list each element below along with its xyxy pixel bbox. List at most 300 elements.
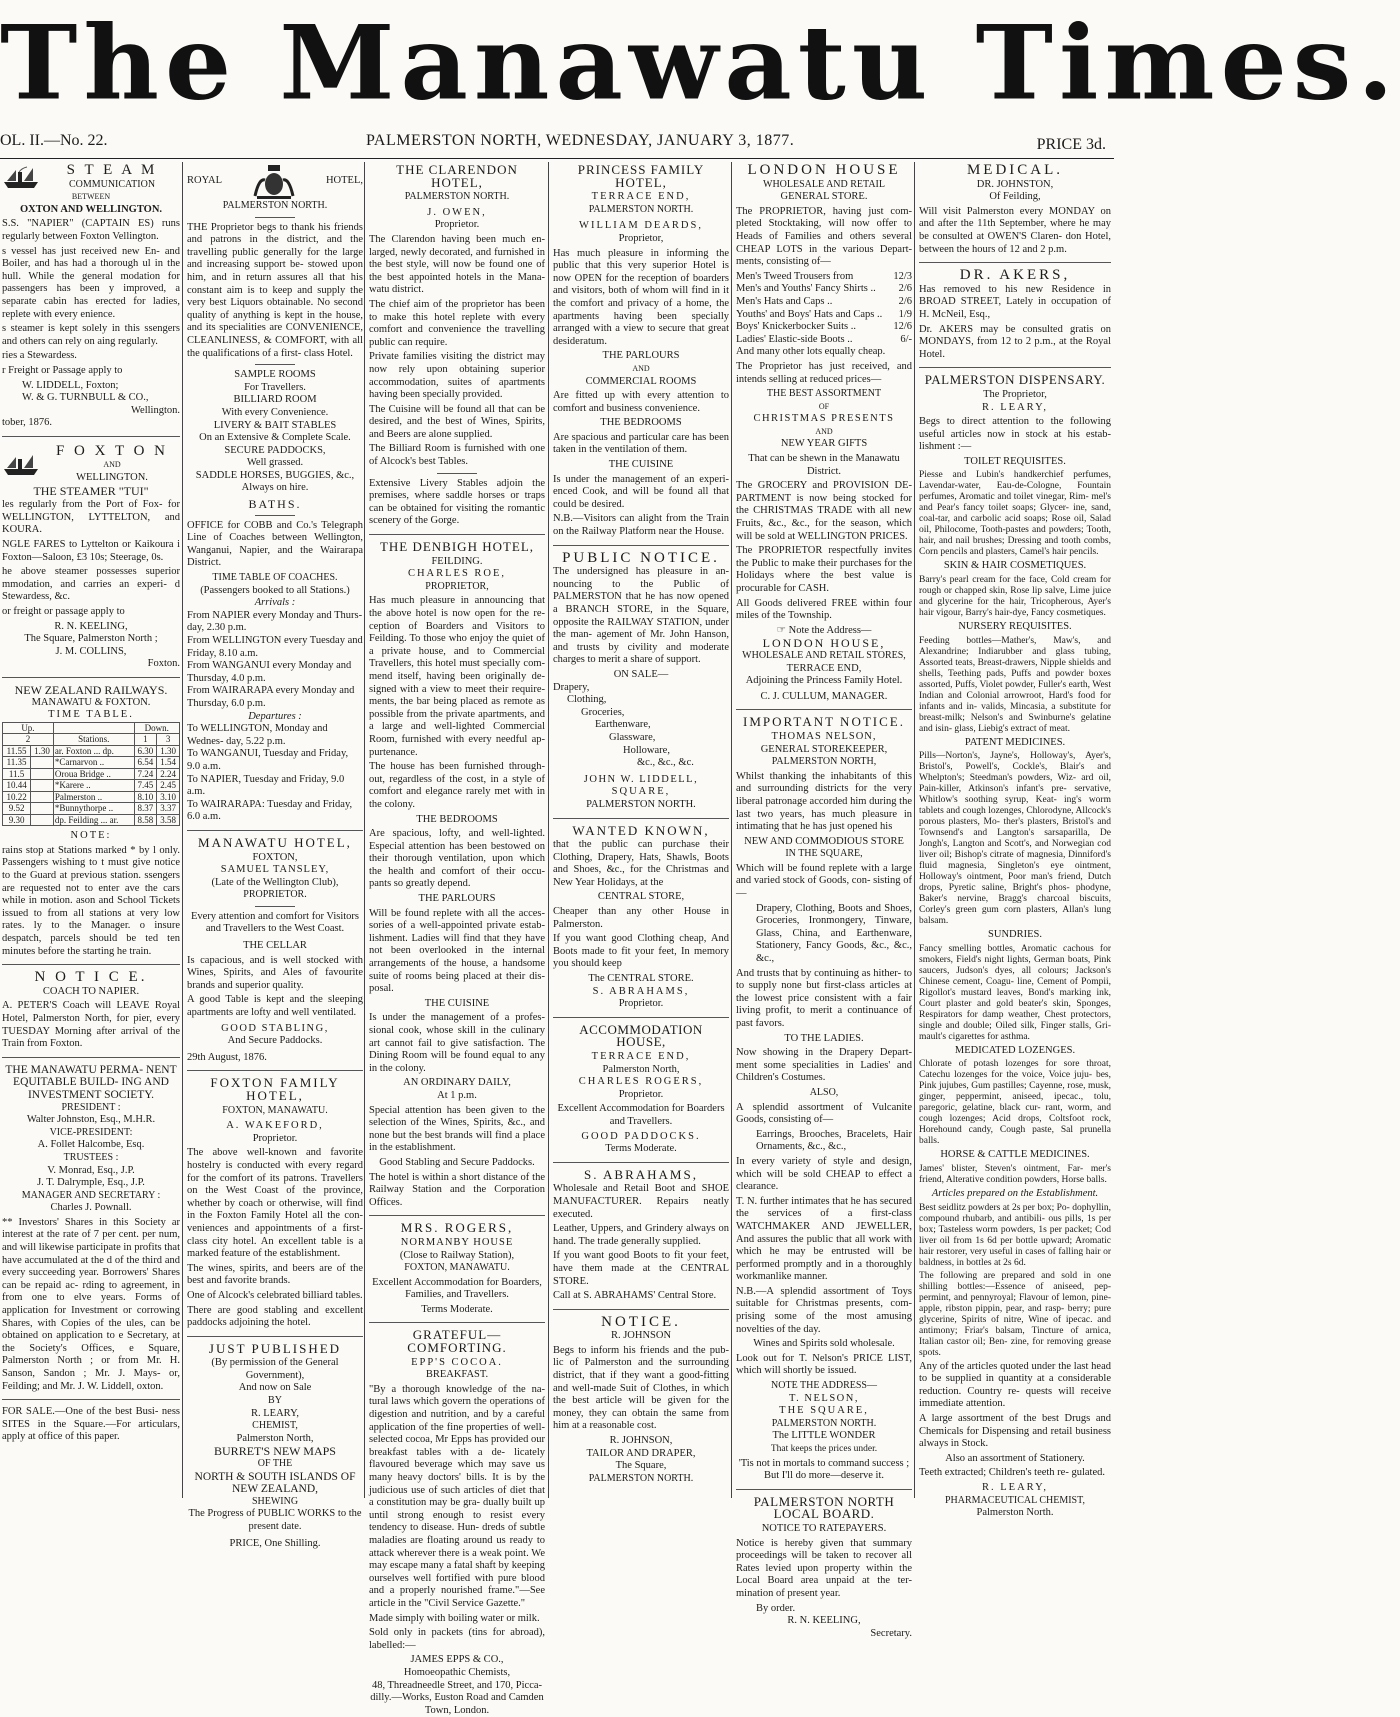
railway-note-heading: NOTE: [2, 830, 180, 843]
steam-ad [2, 162, 180, 430]
notice-title: N O T I C E. [2, 971, 180, 984]
tui-agent: J. M. COLLINS, [2, 646, 180, 659]
tt-cell: 1.30 [157, 745, 180, 757]
tt-cell: 8.37 [134, 803, 157, 815]
tt-station: ar. Foxton ... dp. [53, 745, 134, 757]
london-house-text: The Proprietor has just received, and intends selling at reduced prices— [736, 361, 912, 386]
epps-company: JAMES EPPS & CO., [369, 1654, 545, 1667]
princess-heading: THE BEDROOMS [553, 417, 729, 430]
divider [2, 1057, 180, 1058]
epps-breakfast: BREAKFAST. [369, 1369, 545, 1382]
dispensary-ad [919, 374, 1111, 1519]
price-item: Men's and Youths' Fancy Shirts .. [736, 283, 876, 296]
medical-of: Of Feilding, [919, 191, 1111, 204]
nelson-address: That keeps the prices under. [736, 1443, 912, 1456]
royal-baths: BATHS. [187, 498, 363, 511]
johnson-sign: The Square, [553, 1460, 729, 1473]
society-president-label: PRESIDENT : [2, 1102, 180, 1115]
short-rule [255, 515, 295, 516]
manawatu-hotel-late: (Late of the Wellington Club), [187, 877, 363, 890]
abrahams-text: Wholesale and Retail Boot and SHOE MANUFACTURER. Repairs neatly executed. [553, 1183, 729, 1221]
manawatu-hotel-place: FOXTON, [187, 852, 363, 865]
railway-timetable [2, 722, 180, 827]
tt-station: Oroua Bridge .. [53, 768, 134, 780]
important-notice-title: IMPORTANT NOTICE. [736, 716, 912, 729]
divider [187, 830, 363, 831]
accommodation-title: ACCOMMODATION HOUSE, [553, 1024, 729, 1049]
denbigh-place: FEILDING. [369, 556, 545, 569]
local-board-text: Notice is hereby given that summary proceedings will be taken to recover all Rates levied upon property within the Local Board area unpaid at the ter- mination of present year. [736, 1538, 912, 1601]
abrahams-title: S. ABRAHAMS, [553, 1169, 729, 1182]
tt-cell: 10.22 [3, 791, 31, 803]
clarendon-proprietor: J. OWEN, [369, 207, 545, 220]
society-trustees-label: TRUSTEES : [2, 1152, 180, 1165]
tt-cell: 8.10 [134, 791, 157, 803]
just-published-subtitle: (By permission of the General Government), [187, 1357, 363, 1382]
price-value: 6/- [900, 334, 912, 347]
london-house-ad [736, 164, 912, 703]
railway-timetable-title: TIME TABLE. [2, 709, 180, 722]
royal-hotel-place: PALMERSTON NORTH. [187, 200, 363, 213]
epps-line: Homoeopathic Chemists, [369, 1667, 545, 1680]
price-row [736, 271, 912, 284]
publish-line: BURRET'S NEW MAPS [187, 1445, 363, 1458]
local-board-secretary: Secretary. [736, 1628, 912, 1641]
dispensary-heading: PATENT MEDICINES. [919, 737, 1111, 750]
tt-cell: 1.54 [157, 757, 180, 769]
london-house-text: That can be shewn in the Manawatu District. [736, 453, 912, 478]
nelson-text: Drapery, Clothing, Boots and Shoes, Groceries, Ironmongery, Tinware, Glass, China, and Earthenware, Stationery, Fancy Goods, &c., &c., &c., [736, 903, 912, 966]
johnson-sign: TAILOR AND DRAPER, [553, 1448, 729, 1461]
dispensary-text: Barry's pearl cream for the face, Cold cream for rough or chapped skin, Rose lip salve, Lime juice and glycerine for the hair, Tricopherous, Ayer's hair vigour, Barry's hair-dye, Fancy cosmetiques. [919, 575, 1111, 619]
short-rule [437, 473, 477, 474]
wanted-known-text: The CENTRAL STORE. [553, 973, 729, 986]
tt-cell: 8.58 [134, 814, 157, 826]
tui-agent: R. N. KEELING, [2, 621, 180, 634]
steam-text: s steamer is kept solely in this ssengers and others can rely on aing regularly. [2, 323, 180, 348]
london-house-text: The PROPRIETOR, having just com- pleted Stocktaking, will now offer to Heads of Families and others several CHEAP LOTS in the various Depart- ments, consisting of— [736, 206, 912, 269]
accommodation-prop-label: Proprietor. [553, 1089, 729, 1102]
local-board-title: PALMERSTON NORTH LOCAL BOARD. [736, 1496, 912, 1521]
price-row [736, 296, 912, 309]
tt-cell: 6.54 [134, 757, 157, 769]
building-society-ad [2, 1064, 180, 1393]
divider [369, 1322, 545, 1323]
foxton-family-hotel-ad [187, 1077, 363, 1329]
accommodation-place: Palmerston North, [553, 1064, 729, 1077]
london-house-xmas: CHRISTMAS PRESENTS [736, 413, 912, 426]
divider [2, 677, 180, 678]
publish-line: Palmerston North, [187, 1433, 363, 1446]
johnson-sign: PALMERSTON NORTH. [553, 1473, 729, 1486]
london-house-store: GENERAL STORE. [736, 191, 912, 204]
tt-col: 3 [157, 734, 180, 746]
accommodation-text: Excellent Accommodation for Boarders and Travellers. [553, 1103, 729, 1128]
column-5 [731, 162, 916, 1498]
table-row [3, 791, 180, 803]
dispensary-heading: MEDICATED LOZENGES. [919, 1045, 1111, 1058]
wanted-known-title: WANTED KNOWN, [553, 825, 729, 838]
notice-subtitle: COACH TO NAPIER. [2, 986, 180, 999]
london-house-and: AND [736, 426, 912, 439]
nelson-note: NOTE THE ADDRESS— [736, 1380, 912, 1393]
divider [919, 262, 1111, 263]
manawatu-hotel-prop-label: PROPRIETOR. [187, 889, 363, 902]
denbigh-heading: THE BEDROOMS [369, 814, 545, 827]
nelson-heading: NEW AND COMMODIOUS STORE [736, 836, 912, 849]
princess-heading: COMMERCIAL ROOMS [553, 376, 729, 389]
accommodation-proprietor: CHARLES ROGERS, [553, 1076, 729, 1089]
pointing-hand-icon: ☞ [777, 625, 789, 636]
wanted-known-text: that the public can purchase their Clothing, Drapery, Hats, Shawls, Boots and Shoes, &c., for the Christmas and New Year Holidays, at the [553, 839, 729, 889]
princess-text: N.B.—Visitors can alight from the Train on the Railway Platform near the House. [553, 513, 729, 538]
divider [736, 709, 912, 710]
royal-line: LIVERY & BAIT STABLES [187, 420, 363, 433]
price-row [736, 309, 912, 322]
manawatu-hotel-text: A good Table is kept and the sleeping apartments are lofty and well ventilated. [187, 994, 363, 1019]
dispensary-sign: PHARMACEUTICAL CHEMIST, [919, 1495, 1111, 1508]
divider [553, 818, 729, 819]
local-board-notice [736, 1496, 912, 1641]
sale-item: &c., &c., &c. [553, 757, 729, 770]
dispensary-text: Chlorate of potash lozenges for sore throat, Catechu lozenges for the voice, Voice juju- bes, Pink jujubes, Gum pastilles; Cayenne, rose, musk, ginger, peppermint, aniseed, ipecac., tolu, paregoric, gelatine, black cur- rant, worm, and cough lozenges; Acid drops, Coltsfoot rock, Horehound candy, Cough paste, Sal prunella balls. [919, 1059, 1111, 1147]
coach-timetable-subtitle: (Passengers booked to all Stations.) [187, 585, 363, 598]
dispensary-text: Also an assortment of Stationery. [919, 1453, 1111, 1466]
public-notice-title: PUBLIC NOTICE. [553, 552, 729, 565]
price: PRICE 3d. [1037, 136, 1106, 154]
steam-agent: W. & G. TURNBULL & CO., [2, 392, 180, 405]
dispensary-text: Best seidlitz powders at 2s per box; Po- dophyllin, compound rhubarb, and antibili- ous pills, 1s per box; Tasteless worm powders, 1s per packet; Cod liver oil from 1s 6d per bottle upward; Aromatic hair restorer, very useful in cases of falling hair or baldness, in bottles at 2s 6d. [919, 1203, 1111, 1269]
steam-date: tober, 1876. [2, 417, 180, 430]
dispensary-text: James' blister, Steven's ointment, Far- mer's friend, Alterative condition powders, Horse balls. [919, 1164, 1111, 1186]
foxton-hotel-place: FOXTON, MANAWATU. [187, 1105, 363, 1118]
clarendon-text: The chief aim of the proprietor has been to make this hotel replete with every comfort and convenience the travelling public can require. [369, 299, 545, 349]
london-house-heading: THE BEST ASSORTMENT [736, 388, 912, 401]
wanted-known-name: S. ABRAHAMS, [553, 986, 729, 999]
arrival-line: From WELLINGTON every Tuesday and Friday, 8.10 a.m. [187, 635, 363, 660]
dispensary-name: R. LEARY, [919, 402, 1111, 415]
denbigh-heading: AN ORDINARY DAILY, [369, 1077, 545, 1090]
tt-cell [31, 814, 54, 826]
railway-title: NEW ZEALAND RAILWAYS. [2, 684, 180, 697]
divider [919, 367, 1111, 368]
rogers-place: FOXTON, MANAWATU. [369, 1262, 545, 1275]
tt-cell [31, 791, 54, 803]
princess-place: TERRACE END, [553, 191, 729, 204]
price-value: 12/3 [893, 271, 912, 284]
nelson-text: Earrings, Brooches, Bracelets, Hair Ornaments, &c., &c., [736, 1129, 912, 1154]
tui-steamer: THE STEAMER "TUI" [2, 485, 180, 498]
sale-item: Earthenware, [553, 719, 729, 732]
railway-subtitle: MANAWATU & FOXTON. [2, 697, 180, 710]
royal-hotel-title-right: HOTEL, [326, 175, 363, 188]
dispensary-text: The following are prepared and sold in one shilling bottles:—Essence of aniseed, pep- permint, and pennyroyal; Flavour of lemon, pine-apple, ribston pippin, pear, and rasp- berry; pure glycerine, Spirits of nitre, Wine of ipecac. and antimony; Friar's balsam, Tincture of arnica, Italian castor oil; Ben- zine, for removing grease spots. [919, 1271, 1111, 1359]
column-3 [364, 162, 549, 1498]
for-sale-notice: FOR SALE.—One of the best Busi- ness SITES in the Square.—For articulars, apply at office of this paper. [2, 1406, 180, 1444]
column-4 [548, 162, 733, 1498]
epps-cocoa-ad [369, 1329, 545, 1717]
table-row [3, 780, 180, 792]
royal-line: For Travellers. [187, 382, 363, 395]
tt-cell: 9.30 [3, 814, 31, 826]
medical-ad [919, 164, 1111, 256]
london-house-address: Adjoining the Princess Family Hotel. [736, 675, 912, 688]
accommodation-place: TERRACE END, [553, 1051, 729, 1064]
divider [553, 545, 729, 546]
price-value: 12/6 [893, 321, 912, 334]
tui-agent: Foxton. [2, 658, 180, 671]
foxton-hotel-prop-label: Proprietor. [187, 1133, 363, 1146]
nelson-address: PALMERSTON NORTH. [736, 1418, 912, 1431]
medical-text: Will visit Palmerston every MONDAY on and after the 11th September, where he may be consulted at OWEN'S Claren- don Hotel, between the hours of 12 and 2 p.m. [919, 206, 1111, 256]
railway-ad [2, 684, 180, 958]
nelson-heading: TO THE LADIES. [736, 1033, 912, 1046]
denbigh-heading: THE PARLOURS [369, 893, 545, 906]
local-board-subtitle: NOTICE TO RATEPAYERS. [736, 1523, 912, 1536]
dispensary-prop: The Proprietor, [919, 389, 1111, 402]
arrival-line: From WAIRARAPA every Monday and Thursday, 6.0 p.m. [187, 685, 363, 710]
tui-title: F O X T O N [44, 445, 180, 458]
tt-cell: 2.45 [157, 780, 180, 792]
column-2 [182, 162, 367, 1498]
divider [2, 436, 180, 437]
tt-up-header: Up. [3, 722, 54, 734]
princess-title: PRINCESS FAMILY HOTEL, [553, 164, 729, 189]
nelson-text: A splendid assortment of Vulcanite Goods, consisting of— [736, 1102, 912, 1127]
tt-cell: 10.44 [3, 780, 31, 792]
johnson-notice-ad [553, 1316, 729, 1486]
society-vp: A. Follet Halcombe, Esq. [2, 1139, 180, 1152]
society-trustee: V. Monrad, Esq., J.P. [2, 1165, 180, 1178]
society-text: ** Investors' Shares in this Society ar interest at the rate of 7 per cent. per num, and will likewise participate in profits that have accumulated at the d of the third and every succeeding year. Borrowers' Shares can be repaid ac- rding to agreement, in from one to elve years. Forms of application for Investment or corrowing Shares, with Copies of the ules, can be obtained on application to e Secretary, at the Society's Offices, e Square, Palmerston North ; or from Mr. H. Sanson, Sandon ; Mr. J. Mays- or, Feilding; and Mr. J. W. Liddell, oxton. [2, 1217, 180, 1393]
princess-hotel-ad [553, 164, 729, 539]
tui-text: NGLE FARES to Lyttelton or Kaikoura i Foxton—Saloon, £3 10s; Steerage, 0s. [2, 539, 180, 564]
local-board-name: R. N. KEELING, [736, 1615, 912, 1628]
departures-heading: Departures : [187, 711, 363, 724]
divider [553, 1309, 729, 1310]
masthead [0, 0, 1114, 120]
dispensary-text: Begs to direct attention to the following useful articles now in stock at his estab- lishment :— [919, 416, 1111, 454]
medical-name: DR. JOHNSTON, [919, 179, 1111, 192]
tt-cell [31, 780, 54, 792]
column-6 [914, 162, 1115, 1498]
dispensary-text: Fancy smelling bottles, Aromatic cachous for smokers, Field's night lights, German boats, Pink saucers, Judson's dyes, all colours; Jackson's Chinese cement, Coagu- line, Cement of Pompii, Rigollot's mustard leaves, Bond's marking ink, Court plaster and gold beater's skin, Sponges, Respirators for damp weather, Chest protectors, single and double; Oiled silk, Finger stalls, Gri- mault's cigarettes for asthma. [919, 944, 1111, 1043]
publish-line: OF THE [187, 1458, 363, 1471]
denbigh-hotel-ad [369, 541, 545, 1209]
johnson-notice-title: NOTICE. [553, 1316, 729, 1329]
sale-item: Clothing, [553, 694, 729, 707]
denbigh-heading: THE CUISINE [369, 998, 545, 1011]
johnson-name: R. JOHNSON [553, 1330, 729, 1343]
royal-hotel-text: THE Proprietor begs to thank his friends and patrons in the district, and the travelling public generally for the large and increasing support be- stowed upon him, and in return assures all that his constant aim is to keep and supply the very best Liquors obtainable. No second quality of anything is kept in the house, and its specialities are CONVENIENCE, CLEANLINESS, & COMFORT, with all the qualifications of a first- class Hotel. [187, 222, 363, 361]
publish-line: BY [187, 1395, 363, 1408]
masthead-title: The Manawatu Times. [0, 9, 1114, 117]
nelson-text: T. N. further intimates that he has secured the services of a first-class WATCHMAKER AND JEWELLER, And assures the public that all work with which he may be entrusted will be performed promptly and in a thoroughly workmanlike manner. [736, 1196, 912, 1284]
clarendon-hotel-ad [369, 164, 545, 528]
epps-line: 48, Threadneedle Street, and 170, Picca- dilly.—Works, Euston Road and Camden Town, London. [369, 1680, 545, 1717]
foxton-hotel-title: FOXTON FAMILY HOTEL, [187, 1077, 363, 1102]
steam-text: ries a Stewardess. [2, 350, 180, 363]
publish-line: R. LEARY, [187, 1408, 363, 1421]
london-house-address: WHOLESALE AND RETAIL STORES, [736, 650, 912, 663]
tui-text: les regularly from the Port of Fox- for WELLINGTON, LYTTELTON, and KOURA. [2, 499, 180, 537]
tt-cell [31, 757, 54, 769]
manawatu-cellar-heading: THE CELLAR [187, 940, 363, 953]
london-house-newyear: NEW YEAR GIFTS [736, 438, 912, 451]
rogers-house: NORMANBY HOUSE [369, 1237, 545, 1250]
table-row [3, 768, 180, 780]
clarendon-text: The Billiard Room is furnished with one of Alcock's best Tables. [369, 443, 545, 468]
tt-stations-header: Stations. [53, 734, 134, 746]
price-item: Boys' Knickerbocker Suits .. [736, 321, 856, 334]
london-house-manager: C. J. CULLUM, MANAGER. [736, 691, 912, 704]
dispensary-sign: Palmerston North. [919, 1507, 1111, 1520]
price-row [736, 321, 912, 334]
society-title: THE MANAWATU PERMA- NENT EQUITABLE BUILD- ING AND INVESTMENT SOCIETY. [2, 1064, 180, 1102]
foxton-hotel-text: The wines, spirits, and beers are of the best and favorite brands. [187, 1263, 363, 1288]
just-published-title: JUST PUBLISHED [187, 1343, 363, 1356]
princess-text: Has much pleasure in informing the public that this very superior Hotel is now OPEN for the reception of boarders and visitors, both of whom will find in it the comfort and privacy of a home, the apartments having been specially arranged with a view to secure that great desideratum. [553, 248, 729, 349]
princess-prop-label: Proprietor, [553, 233, 729, 246]
manawatu-hotel-proprietor: SAMUEL TANSLEY, [187, 864, 363, 877]
society-secretary-label: MANAGER AND SECRETARY : [2, 1190, 180, 1203]
wanted-known-text: If you want good Clothing cheap, And Boots made to fit your feet, In memory you should keep [553, 933, 729, 971]
london-house-text: The GROCERY and PROVISION DE- PARTMENT is now being stocked for the CHRISTMAS TRADE with all new Fruits, &c., &c., for the season, which will be sold at WELLINGTON PRICES. [736, 480, 912, 543]
nelson-also: ALSO, [736, 1087, 912, 1100]
society-president: Walter Johnston, Esq., M.H.R. [2, 1114, 180, 1127]
tt-blank [53, 722, 134, 734]
tt-cell: 3.37 [157, 803, 180, 815]
divider [187, 1336, 363, 1337]
dateline: PALMERSTON NORTH, WEDNESDAY, JANUARY 3, 1877. [366, 132, 794, 150]
dispensary-text: A large assortment of the best Drugs and Chemicals for Dispensing and retail business always in Stock. [919, 1413, 1111, 1451]
tt-cell: 11.35 [3, 757, 31, 769]
steamship-icon [2, 451, 40, 477]
princess-heading: THE PARLOURS [553, 350, 729, 363]
princess-heading: THE CUISINE [553, 459, 729, 472]
sale-item: Groceries, [553, 707, 729, 720]
nelson-place: PALMERSTON NORTH, [736, 756, 912, 769]
london-house-text: The PROPRIETOR respectfully invites the Public to make their purchases for the Holidays where the best value is procurable for CASH. [736, 545, 912, 595]
local-board-by: By order. [736, 1603, 912, 1616]
napier-coach-notice [2, 971, 180, 1051]
nelson-motto: 'Tis not in mortals to command success ; But I'll do more—deserve it. [736, 1458, 912, 1483]
manawatu-hotel-text: Every attention and comfort for Visitors and Travellers to the West Coast. [187, 911, 363, 936]
arrival-line: From WANGANUI every Monday and Thursday, 4.0 p.m. [187, 660, 363, 685]
denbigh-text: The house has been furnished through- out, regardless of the cost, in a style of comfort and elegance rarely met with in the colony. [369, 761, 545, 811]
rogers-text: Excellent Accommodation for Boarders, Families, and Travellers. [369, 1277, 545, 1302]
denbigh-text: The hotel is within a short distance of the Railway Station and the Corporation Offices. [369, 1172, 545, 1210]
price-item: Youths' and Boys' Hats and Caps .. [736, 309, 882, 322]
volume-number: OL. II.—No. 22. [0, 132, 108, 150]
tt-cell: 7.45 [134, 780, 157, 792]
price-item: Men's Hats and Caps .. [736, 296, 832, 309]
tt-station: *Bunnythorpe .. [53, 803, 134, 815]
public-notice-ad [553, 552, 729, 812]
epps-text: "By a thorough knowledge of the na- tural laws which govern the operations of digestion and nutrition, and by a careful application of the fine properties of well-selected cocoa, Mr Epps has provided our breakfast tables with a de- licately flavoured beverage which may save us many heavy doctors' bills. It is by the judicious use of such articles of diet that a constitution may be gra- dually built up until strong enough to resist every tendency to disease. Hun- dreds of subtle maladies are floating around us ready to attack wherever there is a weak point. We may escape many a fatal shaft by keeping ourselves well fortified with pure blood and a properly nourished frame."—See article in the "Civil Service Gazette." [369, 1384, 545, 1611]
london-house-title: LONDON HOUSE [736, 164, 912, 177]
tt-cell: 2.24 [157, 768, 180, 780]
table-row [3, 814, 180, 826]
epps-text: Sold only in packets (tins for abroad), labelled:— [369, 1627, 545, 1652]
tui-text: he above steamer possesses superior mmodation, and carries an experi- d Stewardess, &c. [2, 566, 180, 604]
dispensary-text: Feeding bottles—Mather's, Maw's, and Alexandrine; Indiarubber and glass tubing, Assorted teats, Breast-drawers, Nipple shields and shells, Teething pads, Puffs and powder boxes assorted, Puffs, Violet powder, Fuller's earth, West Indian and Colonial arrowroot, Hard's food for infants and in- valids, Mincasia, a substitute for breast-milk; Nelson's and Swinburne's gelatine and isin- glass, Liebig's extract of meat. [919, 636, 1111, 735]
tui-text: or freight or passage apply to [2, 606, 180, 619]
divider [2, 964, 180, 965]
tt-cell: 11.55 [3, 745, 31, 757]
epps-title: GRATEFUL—COMFORTING. [369, 1329, 545, 1354]
tt-cell: 7.24 [134, 768, 157, 780]
departure-line: To WAIRARAPA: Tuesday and Friday, 6.0 a.m. [187, 799, 363, 824]
royal-line: SAMPLE ROOMS [187, 369, 363, 382]
abrahams-boots-ad [553, 1169, 729, 1303]
denbigh-ordinary-time: At 1 p.m. [369, 1090, 545, 1103]
price-row [736, 283, 912, 296]
tt-cell: 3.58 [157, 814, 180, 826]
society-trustee: J. T. Dalrymple, Esq., J.P. [2, 1177, 180, 1190]
short-rule [255, 906, 295, 907]
dr-akers-ad [919, 269, 1111, 361]
johnson-sign: R. JOHNSON, [553, 1435, 729, 1448]
public-notice-name: JOHN W. LIDDELL, [553, 774, 729, 787]
tt-cell [31, 803, 54, 815]
nelson-address: T. NELSON, [736, 1393, 912, 1406]
nelson-address: The LITTLE WONDER [736, 1430, 912, 1443]
arrival-line: From NAPIER every Monday and Thurs- day, 2.30 p.m. [187, 610, 363, 635]
manawatu-hotel-text: Is capacious, and is well stocked with Wines, Spirits, and Ales of favourite brands and superior quality. [187, 955, 363, 993]
short-rule [255, 217, 295, 218]
royal-line: Always on hire. [187, 482, 363, 495]
accommodation-house-ad [553, 1024, 729, 1156]
wanted-known-store: CENTRAL STORE, [553, 891, 729, 904]
dispensary-heading: TOILET REQUISITES. [919, 456, 1111, 469]
dispensary-heading: HORSE & CATTLE MEDICINES. [919, 1149, 1111, 1162]
clarendon-prop-label: Proprietor. [369, 219, 545, 232]
price-value: 2/6 [899, 296, 912, 309]
public-notice-text: The undersigned has pleasure in an- nouncing to the Public of PALMERSTON that he has now opened a BRANCH STORE, in the Square, opposite the RAILWAY STATION, under the man- agement of Mr. John Hanson, and trusts by civility and moderate charges to merit a share of support. [553, 566, 729, 667]
wanted-known-text: Cheaper than any other House in Palmerston. [553, 906, 729, 931]
publish-line: NORTH & SOUTH ISLANDS OF NEW ZEALAND, [187, 1471, 363, 1496]
divider [553, 1017, 729, 1018]
foxton-hotel-text: There are good stabling and excellent paddocks adjoining the hotel. [187, 1305, 363, 1330]
denbigh-text: Has much pleasure in announcing that the above hotel is now open for the re- ception of Boarders and Visitors to Feilding. To those who enjoy the quiet of a private house, and to Commercial Travellers, this hotel must specially com- mend itself, having been originally de- signed with a view to meet their require- ments, the bar being placed as remote as possible from the private apartments, and a large and well-lighted Commercial Room, furnished with every needful ap- purtenance. [369, 595, 545, 759]
nelson-important-notice [736, 716, 912, 1482]
manawatu-date: 29th August, 1876. [187, 1052, 363, 1065]
divider [553, 1162, 729, 1163]
clarendon-title: THE CLARENDON HOTEL, [369, 164, 545, 189]
nelson-address: THE SQUARE, [736, 1405, 912, 1418]
royal-line: With every Convenience. [187, 407, 363, 420]
dispensary-sign: R. LEARY, [919, 1482, 1111, 1495]
accommodation-terms: Terms Moderate. [553, 1143, 729, 1156]
denbigh-prop-label: PROPRIETOR, [369, 581, 545, 594]
rogers-close: (Close to Railway Station), [369, 1250, 545, 1263]
publish-price: PRICE, One Shilling. [187, 1538, 363, 1551]
table-row [3, 745, 180, 757]
medical-title: MEDICAL. [919, 164, 1111, 177]
price-row [736, 334, 912, 347]
steam-agent: W. LIDDELL, Foxton; [2, 380, 180, 393]
denbigh-text: Will be found replete with all the acces- sories of a well-appointed private estab- lishment. Ladies will find that they have not been overlooked in the internal arrangements of the house, a handsome suite of rooms being placed at their dis- posal. [369, 908, 545, 996]
steam-route: OXTON AND WELLINGTON. [2, 204, 180, 217]
royal-coat-of-arms-icon [251, 162, 297, 200]
tt-station: Palmerston .. [53, 791, 134, 803]
accommodation-paddocks: GOOD PADDOCKS. [553, 1131, 729, 1144]
denbigh-text: Are spacious, lofty, and well-lighted. Especial attention has been bestowed on their thorough ventilation, upon which the health and comfort of their occu- pants so greatly depend. [369, 828, 545, 891]
clarendon-text: The Clarendon having been much en- larged, newly decorated, and furnished in the best style, will now be found one of the best appointed hotels in the Mana- watu district. [369, 234, 545, 297]
royal-hotel-ad [187, 162, 363, 824]
london-house-address: TERRACE END, [736, 663, 912, 676]
